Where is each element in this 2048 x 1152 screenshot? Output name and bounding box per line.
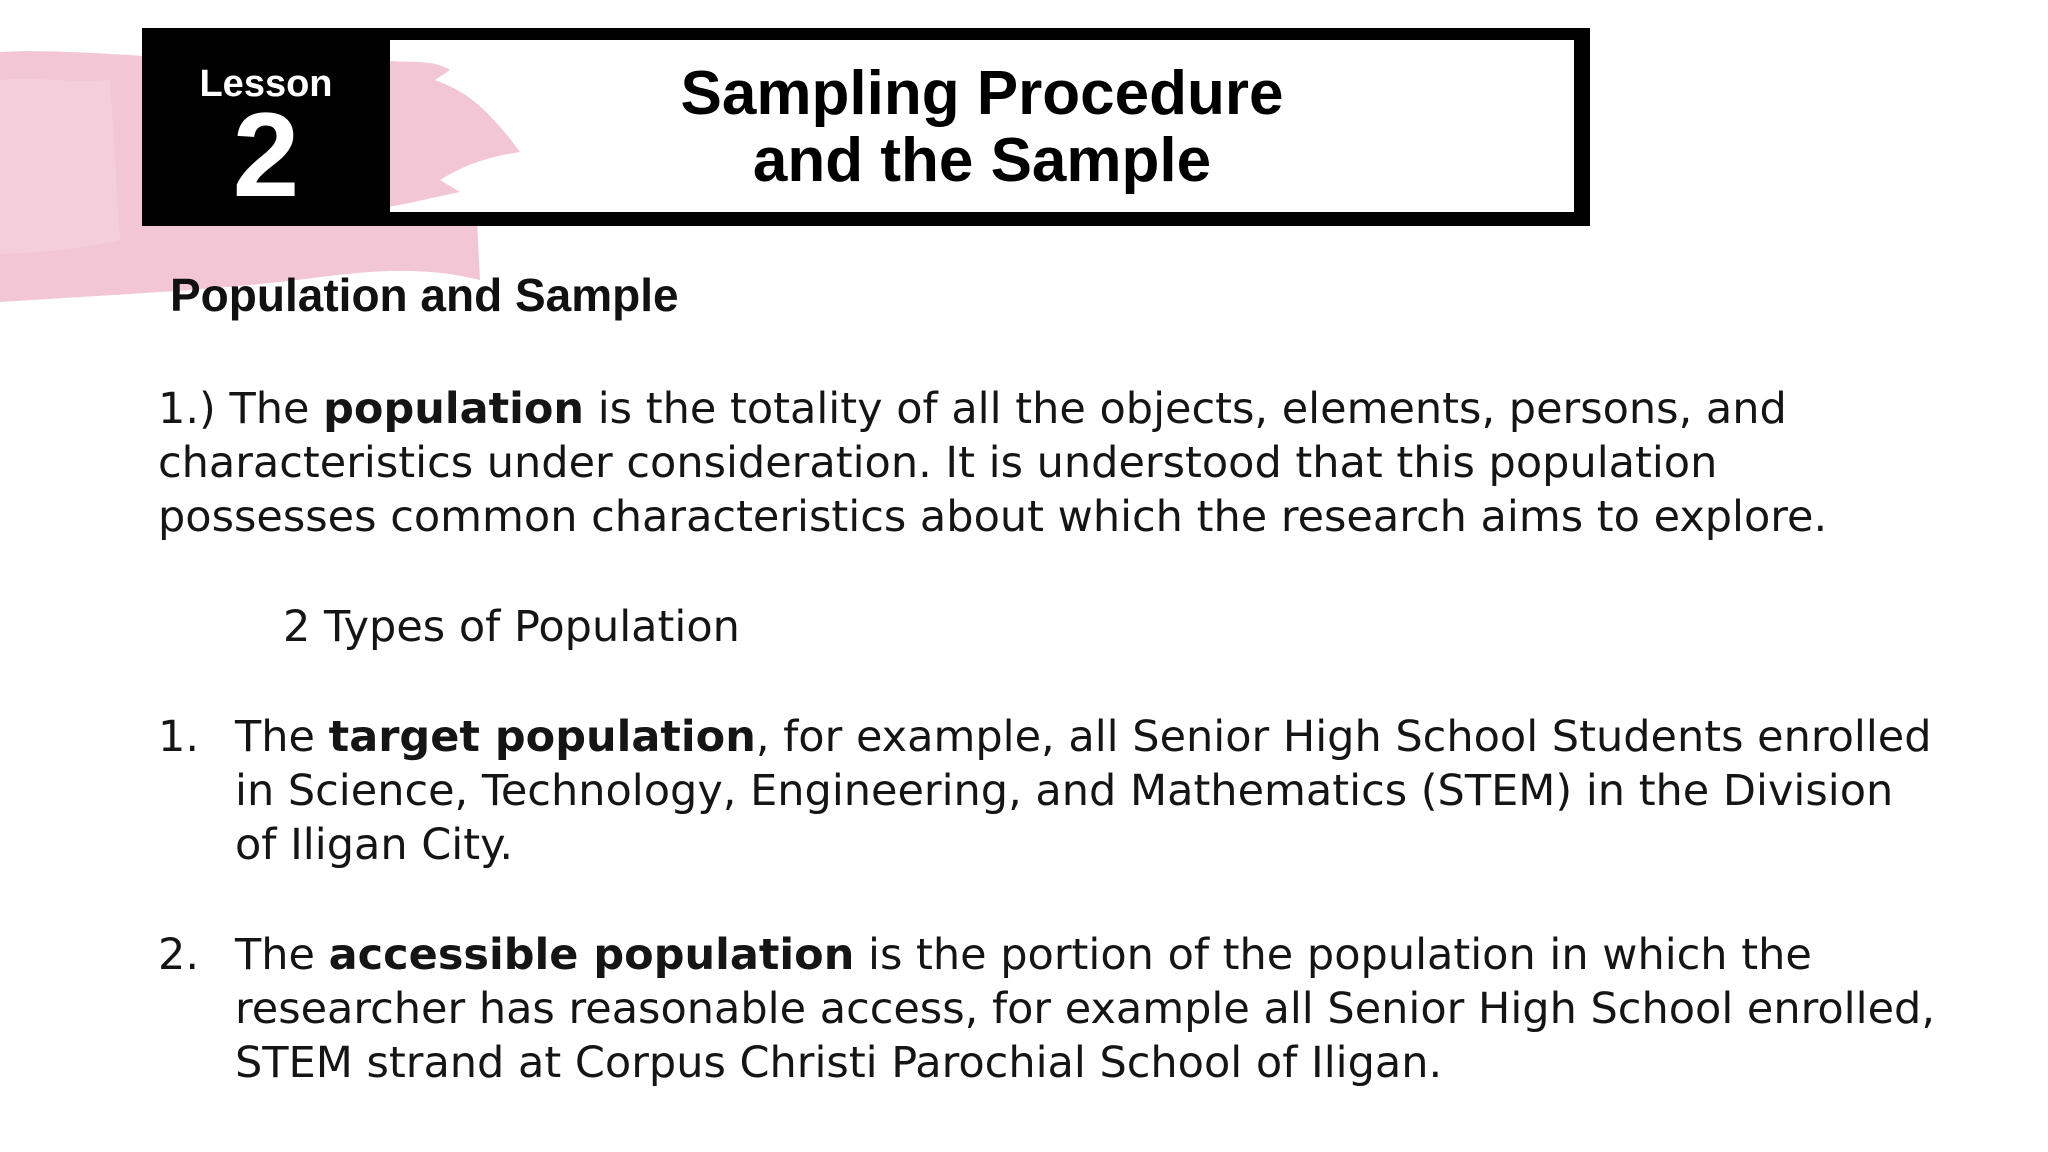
list-item [158,928,1938,1090]
list-item-prefix: The [235,930,329,980]
title-line-2: and the Sample [752,126,1212,195]
list-item-number: 2. [158,930,200,980]
list-item-term: accessible population [328,930,855,980]
title-box [390,40,1574,212]
lesson-label: Lesson [199,63,333,105]
lesson-header [142,28,1590,226]
list-item-text: is the portion of the population in which the researcher has reasonable access, for example all Senior High School enrolled, STEM strand at Corpus Christi Parochial School of Iligan. [235,930,1935,1088]
list-item-number: 1. [158,712,200,762]
definition-term: population [323,384,585,434]
list-item-content [235,928,1938,1090]
section-heading: Population and Sample [170,269,679,321]
list-item-prefix: The [235,712,329,762]
list-item-text: , for example, all Senior High School Students enrolled in Science, Technology, Engineering, and Mathematics (STEM) in the Division of Iligan City. [235,712,1932,870]
types-subheading: 2 Types of Population [283,602,740,652]
title-line-1: Sampling Procedure [680,59,1284,128]
population-definition [158,382,1918,544]
list-item-content [235,710,1938,872]
lesson-number: 2 [232,88,300,222]
lesson-badge [142,28,390,226]
list-item [158,710,1938,872]
definition-text: is the totality of all the objects, elements, persons, and characteristics under consideration. It is understood that this population possesses common characteristics about which the research aims to explore. [158,384,1828,542]
definition-prefix: 1.) The [158,384,324,434]
list-item-term: target population [328,712,756,762]
lesson-title [390,60,1574,194]
